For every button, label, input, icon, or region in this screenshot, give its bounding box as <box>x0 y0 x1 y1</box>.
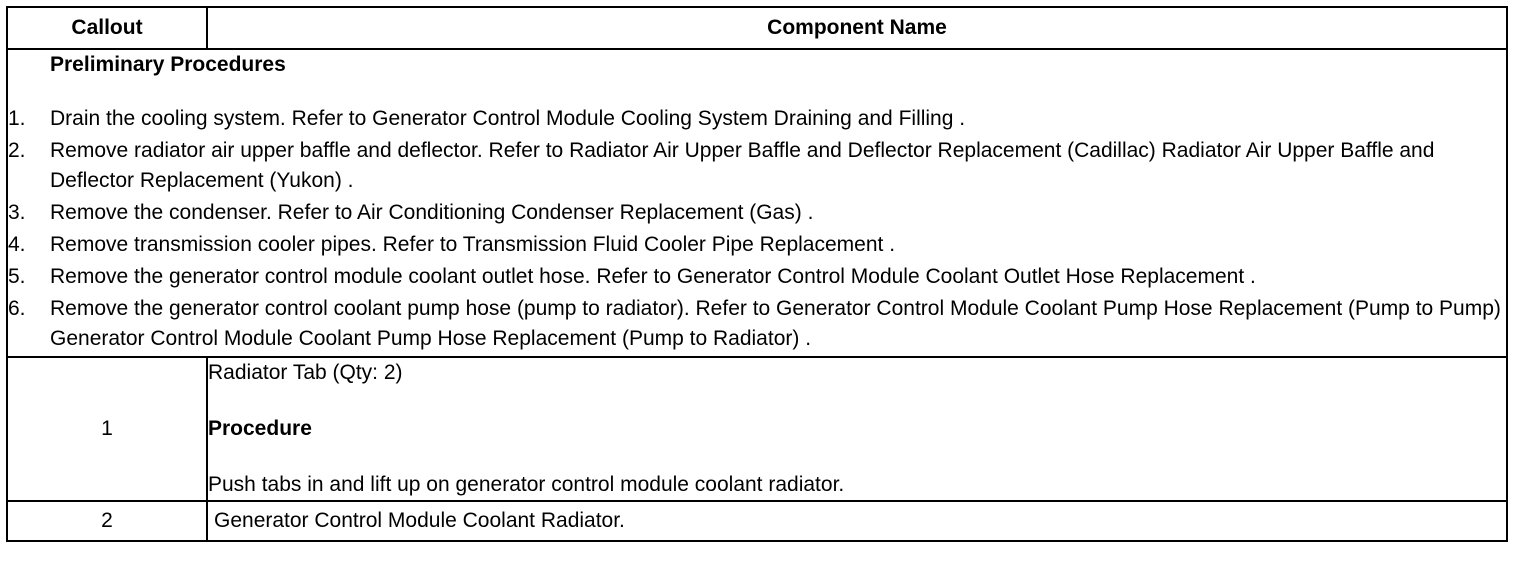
step-number: 5. <box>8 265 26 288</box>
callout-column-header: Callout <box>7 7 207 49</box>
table-header-row <box>7 7 1507 49</box>
table-row <box>7 357 1507 501</box>
step-number: 4. <box>8 233 26 256</box>
preliminary-procedures-row <box>7 49 1507 357</box>
preliminary-procedures-cell <box>7 49 1507 357</box>
step-text: Remove the generator control coolant pump hose (pump to radiator). Refer to Generator Control Module Coolant Pump Hose Replacement (Pump to Pump) Generator Control Module Coolant Pump Hose Replacement (Pump to Radiator) . <box>50 297 1501 350</box>
preliminary-steps-list <box>8 104 1506 354</box>
preliminary-procedures-heading: Preliminary Procedures <box>50 53 286 76</box>
component-cell <box>207 357 1507 501</box>
step-text: Remove the condenser. Refer to Air Conditioning Condenser Replacement (Gas) . <box>50 201 814 224</box>
step-number: 3. <box>8 201 26 224</box>
procedure-table <box>6 6 1508 542</box>
list-item <box>8 294 1506 354</box>
procedure-heading: Procedure <box>208 417 312 440</box>
step-text: Remove the generator control module coolant outlet hose. Refer to Generator Control Module Coolant Outlet Hose Replacement . <box>50 265 1256 288</box>
list-item <box>8 136 1506 196</box>
step-text: Remove transmission cooler pipes. Refer to Transmission Fluid Cooler Pipe Replacement . <box>50 233 896 256</box>
callout-number: 1 <box>7 357 207 501</box>
step-text: Remove radiator air upper baffle and deflector. Refer to Radiator Air Upper Baffle and Deflector Replacement (Cadillac) Radiator Air Upper Baffle and Deflector Replacement (Yukon) . <box>50 139 1435 192</box>
list-item <box>8 104 1506 134</box>
procedure-text: Push tabs in and lift up on generator control module coolant radiator. <box>208 473 845 496</box>
step-text: Drain the cooling system. Refer to Generator Control Module Cooling System Draining and Filling . <box>50 107 966 130</box>
step-number: 6. <box>8 297 26 320</box>
component-name-column-header: Component Name <box>207 7 1507 49</box>
step-number: 1. <box>8 107 26 130</box>
list-item <box>8 262 1506 292</box>
callout-number: 2 <box>7 501 207 541</box>
step-number: 2. <box>8 139 26 162</box>
component-name: Radiator Tab (Qty: 2) <box>208 361 403 384</box>
table-row <box>7 501 1507 541</box>
list-item <box>8 230 1506 260</box>
component-name: Generator Control Module Coolant Radiator. <box>207 501 1507 541</box>
list-item <box>8 198 1506 228</box>
